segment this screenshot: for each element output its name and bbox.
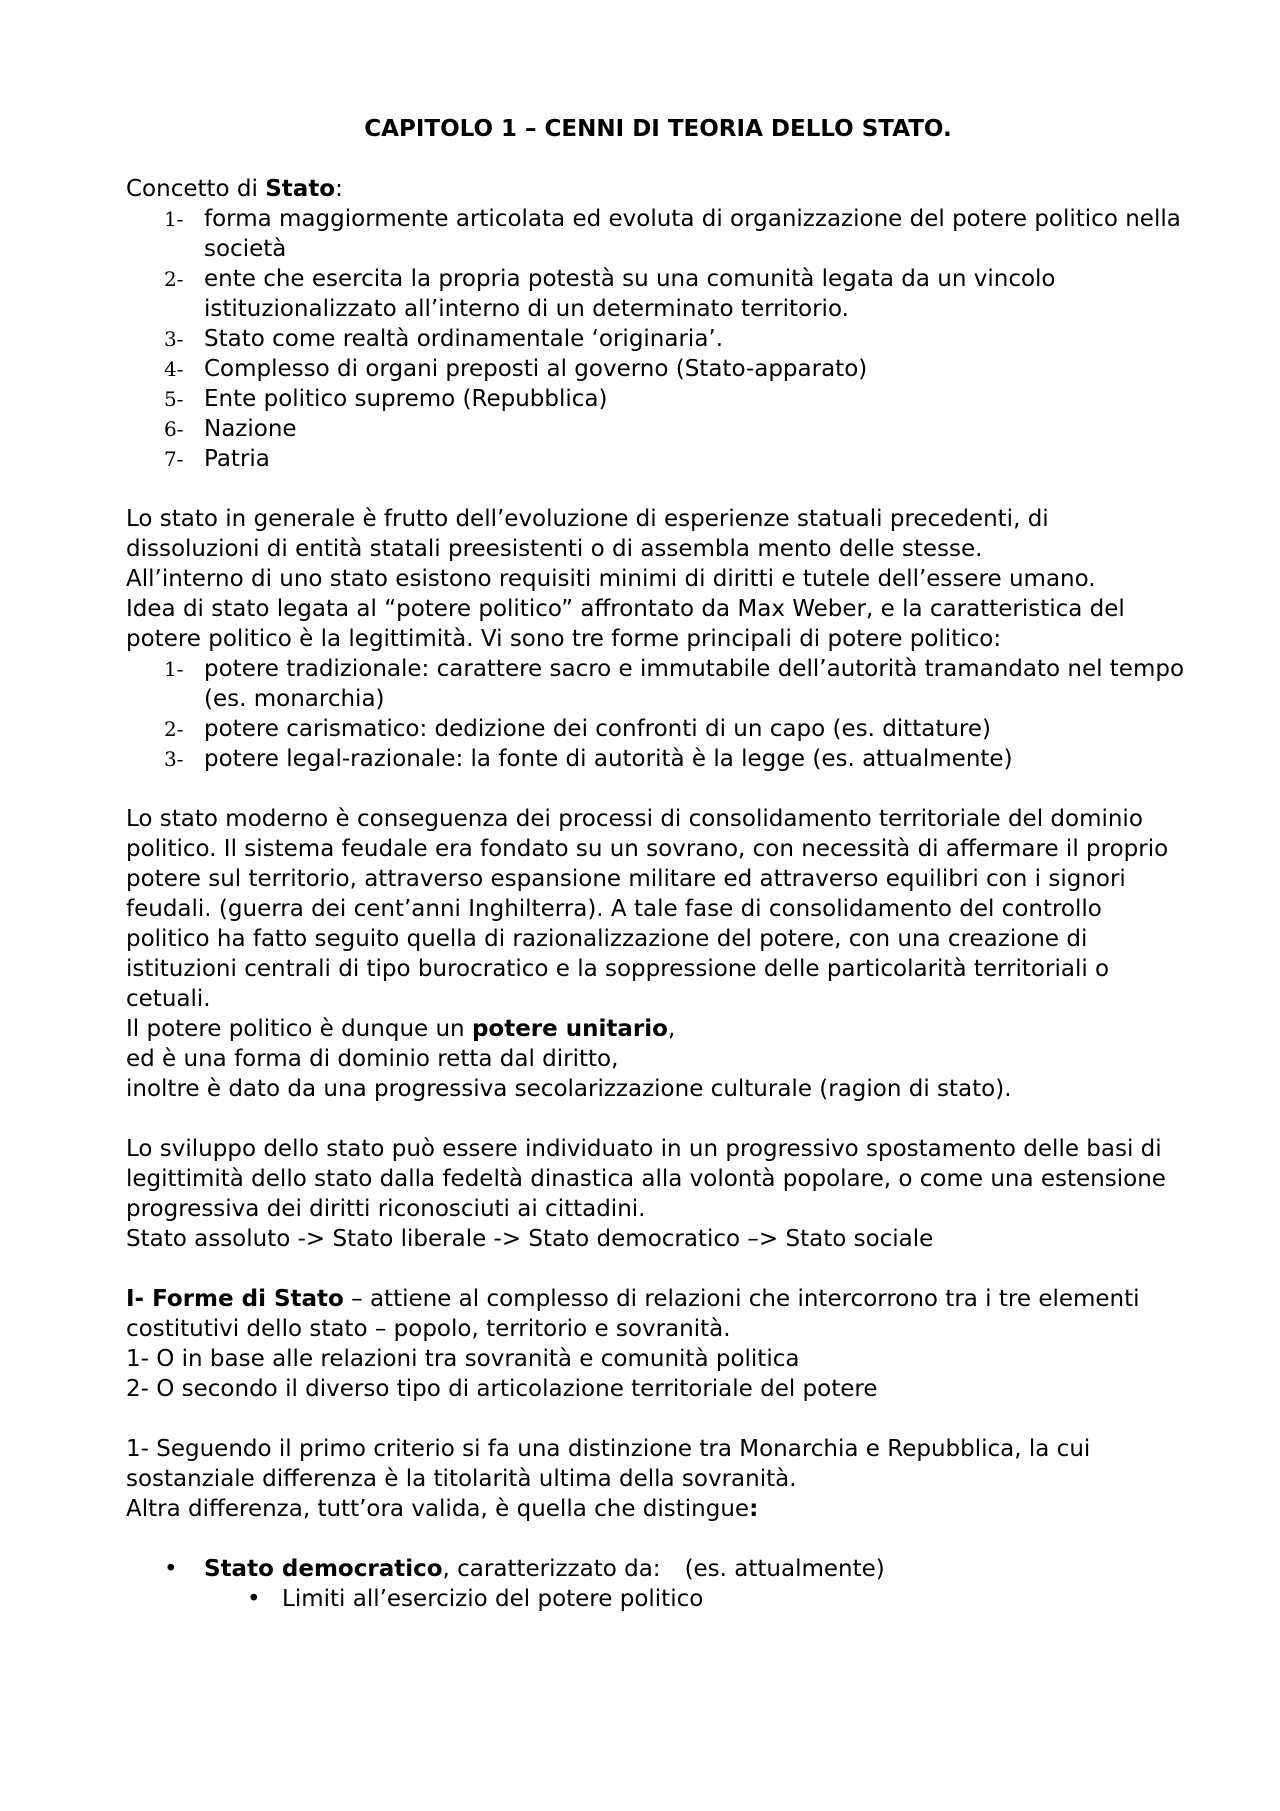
list-item: 5- Ente politico supremo (Repubblica) [164, 386, 608, 412]
criterion-1: 1- O in base alle relazioni tra sovranità e comunità politica [126, 1346, 800, 1372]
concept-keyword: Stato [265, 176, 336, 202]
list-item: • Stato democratico, caratterizzato da: (es. attualmente) • Limiti all’esercizio del potere politico [126, 1554, 1186, 1614]
paragraph-rights: All’interno di uno stato esistono requisiti minimi di diritti e tutele dell’essere umano. [126, 566, 1096, 592]
paragraph-weber: Idea di stato legata al “potere politico” affrontato da Max Weber, e la caratteristica del potere politico è la legittimità. Vi sono tre forme principali di potere politico: [126, 596, 1125, 652]
state-types-list [126, 1554, 1186, 1614]
concept-list [126, 204, 1186, 474]
list-item: 6- Nazione [164, 416, 297, 442]
sub-list [204, 1584, 1186, 1614]
paragraph-evolution: Lo stato in generale è frutto dell’evoluzione di esperienze statuali precedenti, di dissoluzioni di entità statali preesistenti o di assembla mento delle stesse. [126, 506, 1049, 562]
list-item: 3- potere legal-razionale: la fonte di autorità è la legge (es. attualmente) [164, 746, 1013, 772]
paragraph-unitary-power: Il potere politico è dunque un potere unitario, [126, 1016, 676, 1042]
bullet-icon: • [247, 1586, 261, 1612]
bullet-icon: • [164, 1556, 178, 1582]
forms-heading: I- Forme di Stato – attiene al complesso di relazioni che intercorrono tra i tre elementi costitutivi dello stato – popolo, territorio e sovranità. [126, 1286, 1140, 1342]
paragraph-dominion: ed è una forma di dominio retta dal diritto, [126, 1046, 619, 1072]
paragraph-modern-state: Lo stato moderno è conseguenza dei processi di consolidamento territoriale del dominio politico. Il sistema feudale era fondato su un sovrano, con necessità di affermare il proprio potere sul territorio, attraverso espansione militare ed attraverso equilibri con i signori feudali. (guerra dei cent’anni Inghilterra). A tale fase di consolidamento del controllo politico ha fatto seguito quella di razionalizzazione del potere, con una creazione di istituzioni centrali di tipo burocratico e la soppressione delle particolarità territoriali o cetuali. [126, 806, 1169, 1012]
criterion-2: 2- O secondo il diverso tipo di articolazione territoriale del potere [126, 1376, 878, 1402]
list-item: 4- Complesso di organi preposti al governo (Stato-apparato) [164, 356, 868, 382]
paragraph-monarchy-republic: 1- Seguendo il primo criterio si fa una distinzione tra Monarchia e Repubblica, la cui sostanziale differenza è la titolarità ultima della sovranità. [126, 1436, 1091, 1492]
list-item: 2- potere carismatico: dedizione dei confronti di un capo (es. dittature) [164, 716, 991, 742]
list-item: 1- potere tradizionale: carattere sacro e immutabile dell’autorità tramandato nel tempo (es. monarchia) [164, 656, 1185, 712]
list-item: 3- Stato come realtà ordinamentale ‘originaria’. [164, 326, 724, 352]
paragraph-secularization: inoltre è dato da una progressiva secolarizzazione culturale (ragion di stato). [126, 1076, 1012, 1102]
list-item: 2- ente che esercita la propria potestà su una comunità legata da un vincolo istituzionalizzato all’interno di un determinato territorio. [164, 266, 1056, 322]
paragraph-development: Lo sviluppo dello stato può essere individuato in un progressivo spostamento delle basi di legittimità dello stato dalla fedeltà dinastica alla volontà popolare, o come una estensione progressiva dei diritti riconosciuti ai cittadini. [126, 1136, 1166, 1222]
state-sequence: Stato assoluto -> Stato liberale -> Stato democratico –> Stato sociale [126, 1226, 934, 1252]
document-page [126, 114, 1186, 1614]
paragraph-other-difference: Altra differenza, tutt’ora valida, è quella che distingue: [126, 1496, 759, 1522]
list-item: 7- Patria [164, 446, 270, 472]
list-item: 1- forma maggiormente articolata ed evoluta di organizzazione del potere politico nella società [164, 206, 1181, 262]
power-forms-list [126, 654, 1186, 774]
list-item: • Limiti all’esercizio del potere politico [247, 1586, 704, 1612]
concept-intro: Concetto di Stato: [126, 176, 343, 202]
chapter-title: CAPITOLO 1 – CENNI DI TEORIA DELLO STATO. [364, 116, 952, 142]
